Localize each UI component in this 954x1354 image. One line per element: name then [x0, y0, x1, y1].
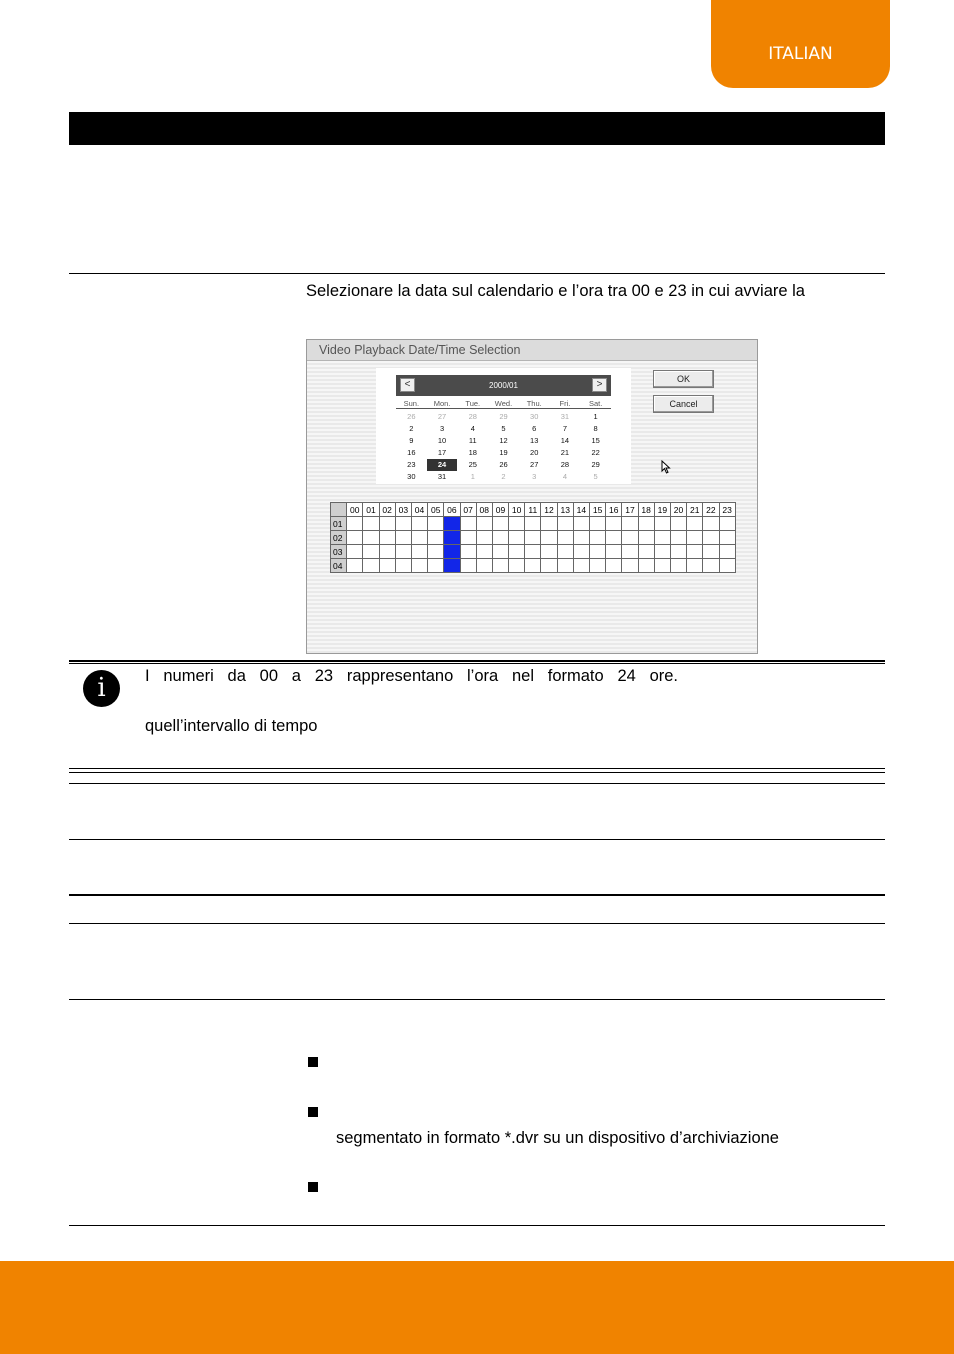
hour-header: 14	[573, 503, 589, 517]
hour-header: 02	[379, 503, 395, 517]
hour-cell[interactable]	[509, 517, 525, 531]
calendar-day[interactable]: 22	[591, 448, 600, 457]
hour-cell[interactable]	[476, 517, 492, 531]
hour-cell[interactable]	[509, 545, 525, 559]
calendar-day[interactable]: 7	[562, 424, 567, 433]
hour-cell[interactable]	[411, 517, 427, 531]
hour-cell[interactable]	[557, 517, 573, 531]
calendar-day[interactable]: 31	[437, 472, 447, 481]
hour-cell[interactable]	[541, 531, 557, 545]
weekday-header: Thu.	[519, 399, 550, 409]
table-divider	[69, 783, 885, 784]
bullet-text: segmentato in formato *.dvr su un dispositivo d’archiviazione	[336, 1129, 779, 1147]
hour-cell[interactable]	[395, 517, 411, 531]
hour-cell[interactable]	[703, 531, 719, 545]
hour-cell[interactable]	[460, 559, 476, 573]
hour-header: 16	[606, 503, 622, 517]
calendar-day[interactable]: 13	[530, 436, 539, 445]
hour-cell[interactable]	[395, 559, 411, 573]
hour-cell[interactable]	[638, 559, 654, 573]
hour-cell[interactable]	[557, 559, 573, 573]
info-icon: i	[83, 670, 120, 707]
hour-cell[interactable]	[573, 531, 589, 545]
language-tab	[711, 0, 890, 88]
calendar-day[interactable]: 1	[593, 412, 598, 421]
hour-header: 08	[476, 503, 492, 517]
hour-cell[interactable]	[347, 531, 363, 545]
row-header: 01	[331, 517, 347, 531]
calendar-day[interactable]: 8	[593, 424, 598, 433]
calendar-day[interactable]: 31	[560, 412, 570, 421]
hour-header: 00	[347, 503, 363, 517]
calendar-panel	[376, 368, 631, 484]
hour-cell[interactable]	[703, 545, 719, 559]
hour-cell[interactable]	[363, 517, 379, 531]
hour-cell[interactable]	[719, 559, 735, 573]
hour-cell[interactable]	[638, 545, 654, 559]
hour-cell[interactable]	[379, 517, 395, 531]
calendar-day[interactable]: 26	[499, 460, 508, 469]
hour-cell[interactable]	[590, 531, 606, 545]
ok-button[interactable]: OK	[653, 370, 714, 388]
hour-cell[interactable]	[476, 531, 492, 545]
hour-cell[interactable]	[719, 531, 735, 545]
hour-selection-grid	[330, 502, 736, 573]
calendar-day[interactable]: 28	[560, 460, 570, 469]
calendar-day[interactable]: 14	[560, 436, 570, 445]
row-header: 02	[331, 531, 347, 545]
hour-cell[interactable]	[638, 517, 654, 531]
weekday-header: Fri.	[550, 399, 581, 409]
calendar-day[interactable]: 18	[468, 448, 477, 457]
hour-header: 03	[395, 503, 411, 517]
calendar-month-label: 2000/01	[489, 381, 518, 390]
hour-cell[interactable]	[525, 559, 541, 573]
hour-cell[interactable]	[347, 559, 363, 573]
hour-cell[interactable]	[525, 531, 541, 545]
calendar-day[interactable]: 30	[407, 472, 416, 481]
hour-cell[interactable]	[428, 545, 444, 559]
hour-header: 22	[703, 503, 719, 517]
table-divider-thick	[69, 894, 885, 896]
calendar-day[interactable]: 30	[530, 412, 539, 421]
hour-cell[interactable]	[557, 545, 573, 559]
hour-cell[interactable]	[509, 559, 525, 573]
hour-cell[interactable]	[557, 531, 573, 545]
hour-cell[interactable]	[379, 559, 395, 573]
hour-cell[interactable]	[622, 517, 638, 531]
hour-header: 15	[590, 503, 606, 517]
table-divider	[69, 923, 885, 924]
table-divider	[69, 839, 885, 840]
calendar-day[interactable]: 3	[532, 472, 537, 481]
hour-cell[interactable]	[460, 545, 476, 559]
hour-cell[interactable]	[670, 545, 686, 559]
calendar-day[interactable]: 5	[501, 424, 506, 433]
hour-cell[interactable]	[590, 559, 606, 573]
calendar-day[interactable]: 15	[591, 436, 600, 445]
row-header: 03	[331, 545, 347, 559]
calendar-day[interactable]: 16	[407, 448, 416, 457]
hour-cell[interactable]	[492, 559, 508, 573]
hour-cell[interactable]	[444, 559, 460, 573]
calendar-day[interactable]: 19	[499, 448, 508, 457]
calendar-day[interactable]: 21	[560, 448, 570, 457]
hour-cell[interactable]	[654, 531, 670, 545]
next-month-button[interactable]: >	[592, 378, 607, 392]
weekday-header: Sun.	[396, 399, 427, 409]
calendar-day[interactable]: 2	[409, 424, 414, 433]
note-text-line2: quell’intervallo di tempo	[145, 717, 318, 735]
calendar-day[interactable]: 23	[407, 460, 416, 469]
hour-cell[interactable]	[606, 517, 622, 531]
calendar-day[interactable]: 17	[437, 448, 447, 457]
hour-cell[interactable]	[654, 559, 670, 573]
weekday-header: Sat.	[580, 399, 611, 409]
hour-header: 17	[622, 503, 638, 517]
hour-cell[interactable]	[411, 531, 427, 545]
calendar-day[interactable]: 26	[407, 412, 416, 421]
calendar-day[interactable]: 3	[439, 424, 445, 433]
hour-cell[interactable]	[622, 545, 638, 559]
cancel-button[interactable]: Cancel	[653, 395, 714, 413]
hour-cell[interactable]	[476, 545, 492, 559]
hour-cell[interactable]	[428, 531, 444, 545]
calendar-day[interactable]: 29	[499, 412, 508, 421]
calendar-day[interactable]: 5	[593, 472, 598, 481]
weekday-header: Mon.	[427, 399, 458, 409]
hour-cell[interactable]	[395, 531, 411, 545]
calendar-day[interactable]: 4	[470, 424, 475, 433]
hour-cell[interactable]	[541, 559, 557, 573]
note-bottom-rule-inner	[69, 772, 885, 773]
hour-header: 04	[411, 503, 427, 517]
calendar-day[interactable]: 6	[532, 424, 537, 433]
calendar-day[interactable]: 28	[468, 412, 477, 421]
hour-header: 18	[638, 503, 654, 517]
calendar-day[interactable]: 24	[427, 459, 458, 471]
hour-cell[interactable]	[460, 517, 476, 531]
row-header: 04	[331, 559, 347, 573]
hour-cell[interactable]	[573, 517, 589, 531]
hour-cell[interactable]	[347, 545, 363, 559]
hour-cell[interactable]	[492, 531, 508, 545]
hour-cell[interactable]	[525, 545, 541, 559]
hour-cell[interactable]	[687, 531, 703, 545]
hour-cell[interactable]	[638, 531, 654, 545]
intro-text: Selezionare la data sul calendario e l’ora tra 00 e 23 in cui avviare la	[306, 282, 805, 300]
table-divider	[69, 999, 885, 1000]
hour-header: 06	[444, 503, 460, 517]
calendar-day[interactable]: 4	[562, 472, 567, 481]
section-header-bar	[69, 112, 885, 145]
hour-cell[interactable]	[606, 531, 622, 545]
note-top-rule-inner	[69, 663, 885, 664]
hour-header: 07	[460, 503, 476, 517]
hour-cell[interactable]	[428, 517, 444, 531]
bullet-square-icon	[308, 1107, 318, 1117]
hour-cell[interactable]	[492, 517, 508, 531]
calendar-day[interactable]: 10	[437, 436, 447, 445]
playback-selection-dialog	[306, 339, 758, 654]
prev-month-button[interactable]: <	[400, 378, 415, 392]
calendar-day[interactable]: 1	[470, 472, 475, 481]
language-label: ITALIAN	[768, 44, 833, 64]
hour-header: 01	[363, 503, 379, 517]
hour-cell[interactable]	[719, 545, 735, 559]
hour-cell[interactable]	[492, 545, 508, 559]
bullet-square-icon	[308, 1057, 318, 1067]
grid-corner	[331, 503, 347, 517]
hour-cell[interactable]	[670, 517, 686, 531]
dialog-title: Video Playback Date/Time Selection	[307, 340, 757, 361]
hour-cell[interactable]	[590, 517, 606, 531]
hour-cell[interactable]	[363, 545, 379, 559]
hour-cell[interactable]	[444, 517, 460, 531]
hour-cell[interactable]	[590, 545, 606, 559]
calendar-header	[396, 375, 611, 396]
hour-header: 10	[509, 503, 525, 517]
hour-header: 12	[541, 503, 557, 517]
table-divider	[69, 273, 885, 274]
hour-cell[interactable]	[654, 545, 670, 559]
hour-cell[interactable]	[719, 517, 735, 531]
weekday-header: Tue.	[457, 399, 488, 409]
hour-cell[interactable]	[379, 545, 395, 559]
hour-cell[interactable]	[622, 531, 638, 545]
hour-header: 21	[687, 503, 703, 517]
hour-cell[interactable]	[411, 545, 427, 559]
hour-cell[interactable]	[476, 559, 492, 573]
hour-cell[interactable]	[363, 559, 379, 573]
calendar-day[interactable]: 29	[591, 460, 600, 469]
calendar-grid	[396, 399, 611, 483]
hour-cell[interactable]	[687, 559, 703, 573]
hour-cell[interactable]	[444, 545, 460, 559]
hour-cell[interactable]	[670, 531, 686, 545]
calendar-day[interactable]: 25	[468, 460, 477, 469]
hour-cell[interactable]	[703, 517, 719, 531]
note-text-line1: I numeri da 00 a 23 rappresentano l’ora nel formato 24 ore.	[145, 667, 678, 685]
hour-cell[interactable]	[347, 517, 363, 531]
note-bottom-rule	[69, 768, 885, 769]
footer-bar	[0, 1261, 954, 1354]
calendar-day[interactable]: 27	[437, 412, 447, 421]
hour-cell[interactable]	[654, 517, 670, 531]
weekday-header: Wed.	[488, 399, 519, 409]
hour-cell[interactable]	[428, 559, 444, 573]
hour-cell[interactable]	[687, 545, 703, 559]
hour-header: 11	[525, 503, 541, 517]
hour-header: 09	[492, 503, 508, 517]
hour-cell[interactable]	[541, 545, 557, 559]
calendar-day[interactable]: 2	[501, 472, 506, 481]
hour-cell[interactable]	[606, 545, 622, 559]
mouse-cursor-icon	[661, 460, 673, 474]
hour-header: 13	[557, 503, 573, 517]
hour-cell[interactable]	[703, 559, 719, 573]
hour-cell[interactable]	[622, 559, 638, 573]
calendar-day[interactable]: 12	[499, 436, 508, 445]
hour-cell[interactable]	[670, 559, 686, 573]
hour-cell[interactable]	[363, 531, 379, 545]
hour-cell[interactable]	[525, 517, 541, 531]
calendar-day[interactable]: 20	[530, 448, 539, 457]
hour-cell[interactable]	[687, 517, 703, 531]
bullet-square-icon	[308, 1182, 318, 1192]
hour-cell[interactable]	[460, 531, 476, 545]
hour-header: 05	[428, 503, 444, 517]
hour-cell[interactable]	[606, 559, 622, 573]
hour-header: 20	[670, 503, 686, 517]
hour-header: 19	[654, 503, 670, 517]
note-top-rule	[69, 660, 885, 662]
hour-header: 23	[719, 503, 735, 517]
table-bottom-rule	[69, 1225, 885, 1226]
hour-cell[interactable]	[573, 545, 589, 559]
calendar-day[interactable]: 9	[409, 436, 414, 445]
calendar-day[interactable]: 27	[530, 460, 539, 469]
hour-cell[interactable]	[379, 531, 395, 545]
hour-cell[interactable]	[541, 517, 557, 531]
calendar-day[interactable]: 11	[468, 436, 477, 445]
hour-cell[interactable]	[411, 559, 427, 573]
hour-cell[interactable]	[444, 531, 460, 545]
hour-cell[interactable]	[509, 531, 525, 545]
hour-cell[interactable]	[395, 545, 411, 559]
hour-cell[interactable]	[573, 559, 589, 573]
